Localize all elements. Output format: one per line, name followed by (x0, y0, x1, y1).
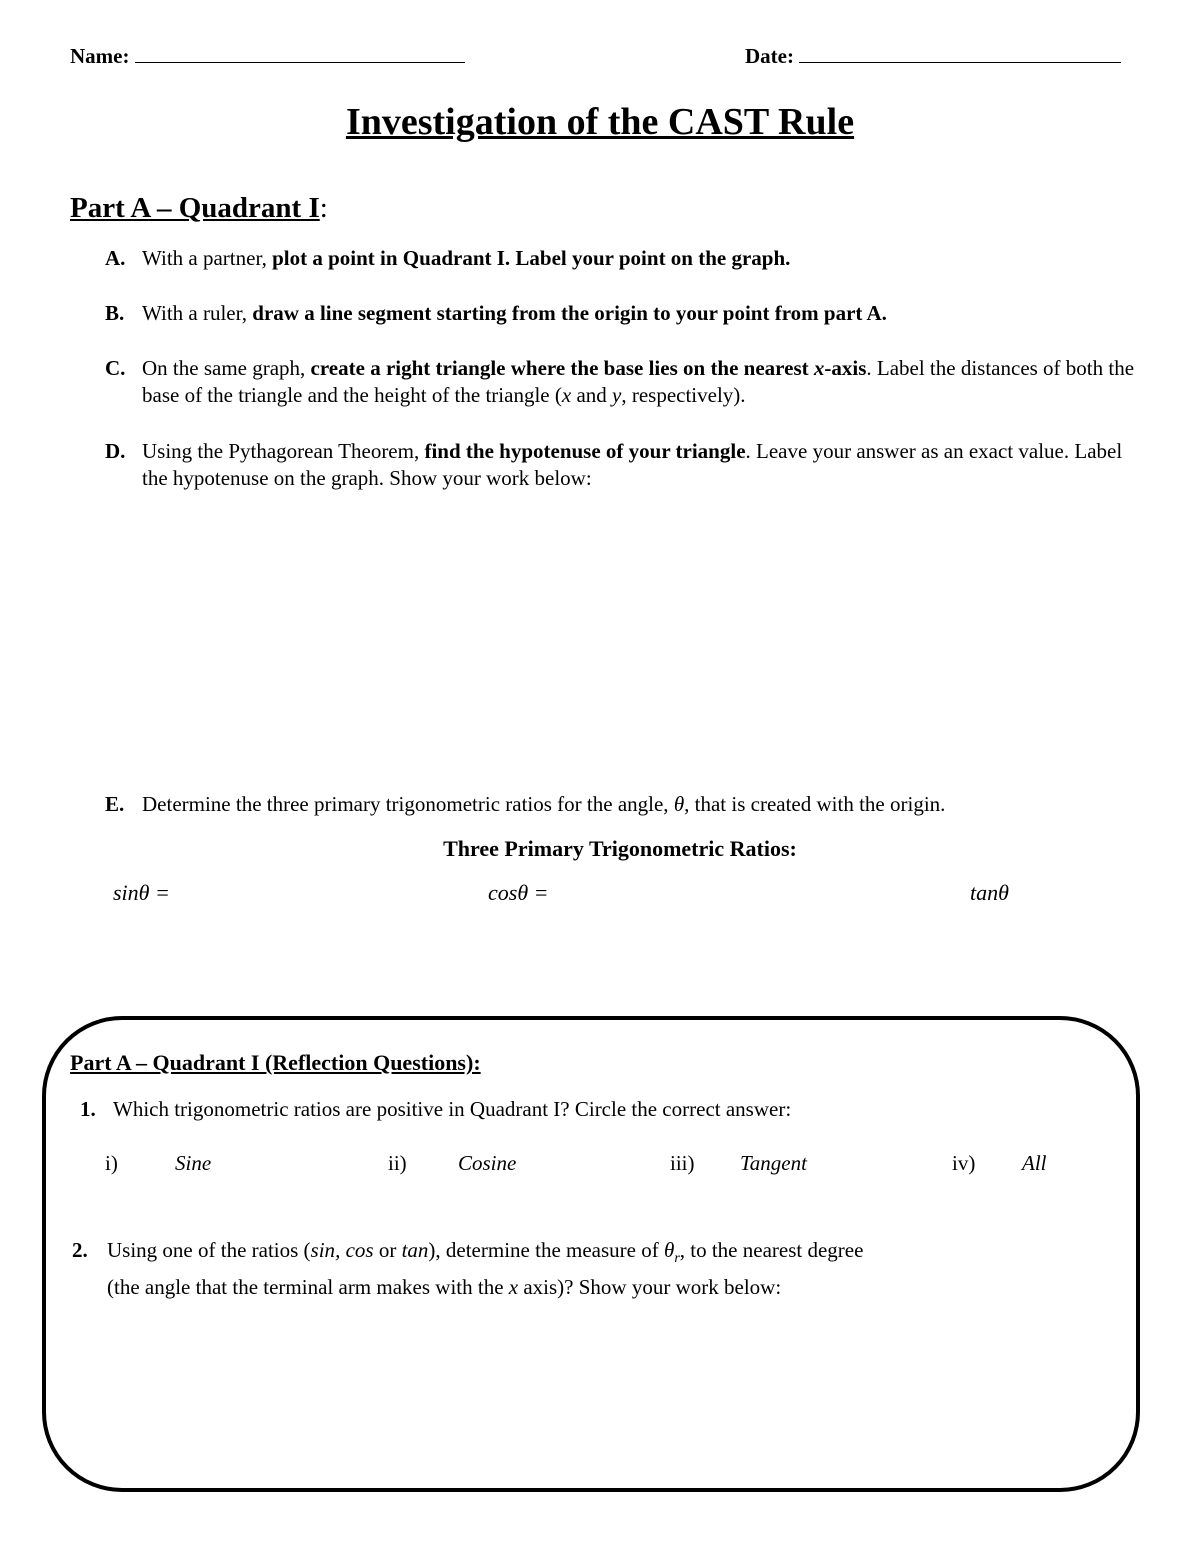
instruction-label: E. (105, 792, 125, 816)
instruction-rest: . Label the distances of both the base of the triangle and the height of the triangle ( (142, 356, 1135, 407)
variable-y: y (612, 383, 622, 407)
q2-cos: cos (345, 1238, 374, 1262)
part-a-heading-text: Part A – Quadrant I (70, 192, 320, 224)
option-label: iv) (952, 1151, 976, 1175)
q2-text-2: ), determine the measure of (428, 1238, 664, 1262)
instruction-text (142, 438, 1145, 492)
instruction-prefix: Using the Pythagorean Theorem, (142, 439, 425, 463)
instruction-bold: plot a point in Quadrant I. Label your point on the graph. (272, 246, 791, 270)
theta-symbol: θ (663, 1238, 675, 1262)
question-text (107, 1236, 1072, 1301)
cos-ratio: cosθ = (488, 880, 549, 905)
instruction-bold-axis: -axis (824, 356, 867, 380)
instruction-bold: create a right triangle where the base lies on the nearest (310, 356, 814, 380)
option-label: ii) (388, 1151, 407, 1175)
q2-comma: , (335, 1238, 346, 1262)
instruction-prefix: On the same graph, (142, 356, 311, 380)
reflection-heading: Part A – Quadrant I (Reflection Questions): (70, 1050, 481, 1075)
q2-text-5: axis)? Show your work below: (518, 1275, 782, 1300)
instruction-rest-end: , respectively). (621, 383, 746, 407)
instruction-label: A. (105, 246, 126, 270)
tan-ratio: tanθ (970, 880, 1009, 905)
variable-x: x (561, 383, 572, 407)
instruction-label: B. (105, 301, 125, 325)
instruction-e (105, 791, 1145, 818)
q2-or: or (373, 1238, 402, 1262)
instruction-and: and (571, 383, 613, 407)
date-label: Date: (745, 44, 794, 68)
instruction-bold: draw a line segment starting from the origin to your point from part A. (252, 301, 887, 325)
variable-x: x (508, 1275, 519, 1300)
instruction-prefix: With a partner, (142, 246, 273, 270)
q2-text-1: Using one of the ratios ( (107, 1238, 311, 1262)
instruction-rest: . Leave your answer as an exact value. Label the hypotenuse on the graph. Show your work below: (142, 439, 1123, 490)
theta-subscript: r (674, 1251, 680, 1267)
reflection-question-1 (80, 1095, 1080, 1123)
instruction-label: D. (105, 439, 126, 463)
q2-sin: sin (310, 1238, 336, 1262)
variable-x: x (813, 356, 825, 380)
sin-ratio: sinθ = (113, 880, 170, 905)
ratios-title: Three Primary Trigonometric Ratios: (443, 836, 797, 861)
work-area-d[interactable] (105, 500, 1145, 780)
instruction-bold: find the hypotenuse of your triangle (424, 439, 746, 463)
instruction-text-2: , that is created with the origin. (684, 792, 946, 816)
page-title: Investigation of the CAST Rule (345, 101, 855, 143)
question-text: Which trigonometric ratios are positive in Quadrant I? Circle the correct answer: (113, 1097, 792, 1121)
option-all[interactable]: All (1022, 1151, 1047, 1175)
instruction-b (105, 300, 1145, 327)
date-blank-line[interactable] (799, 48, 1121, 63)
theta-symbol: θ (673, 792, 685, 816)
date-field (745, 44, 1121, 69)
instruction-c (105, 355, 1145, 409)
part-a-heading-colon: : (319, 192, 328, 224)
question-number: 2. (72, 1238, 88, 1262)
q2-text-3: , to the nearest degree (679, 1238, 864, 1262)
instruction-prefix: With a ruler, (142, 301, 253, 325)
name-label: Name: (70, 44, 130, 68)
question-number: 1. (80, 1097, 96, 1121)
option-sine[interactable]: Sine (175, 1151, 212, 1175)
option-tangent[interactable]: Tangent (740, 1151, 807, 1175)
option-label: iii) (670, 1151, 695, 1175)
instruction-d (105, 438, 1145, 492)
part-a-heading (70, 192, 328, 225)
instruction-label: C. (105, 356, 126, 380)
q2-tan: tan (401, 1238, 429, 1262)
reflection-question-2 (72, 1236, 1072, 1301)
work-area-q2[interactable] (105, 1300, 1105, 1470)
instruction-text (142, 300, 1145, 327)
option-cosine[interactable]: Cosine (458, 1151, 517, 1175)
name-blank-line[interactable] (135, 48, 465, 63)
instruction-text (142, 355, 1145, 409)
q2-text-4: (the angle that the terminal arm makes with the (107, 1275, 509, 1300)
instruction-text (142, 245, 1145, 272)
instruction-text-1: Determine the three primary trigonometric ratios for the angle, (142, 792, 674, 816)
name-field (70, 44, 465, 69)
option-label: i) (105, 1151, 118, 1175)
instruction-a (105, 245, 1145, 272)
instruction-text (142, 791, 1145, 818)
